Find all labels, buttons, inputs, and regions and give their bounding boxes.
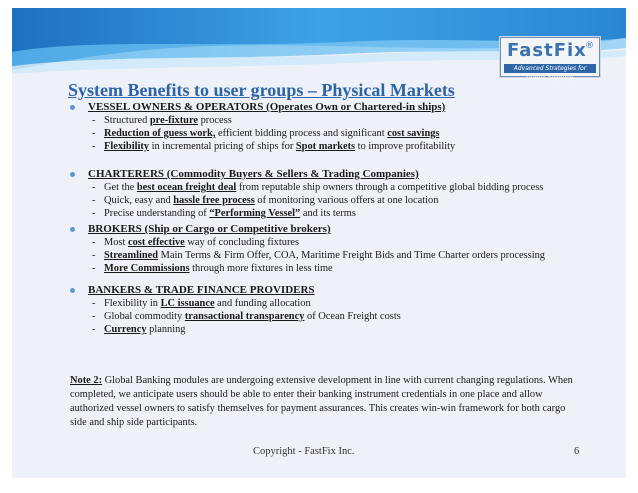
emphasis-text: Flexibility bbox=[104, 141, 150, 152]
benefit-text bbox=[92, 115, 232, 126]
plain-text: planning bbox=[146, 324, 186, 335]
benefit-section bbox=[70, 222, 545, 275]
section-heading bbox=[70, 100, 455, 114]
benefit-text bbox=[92, 324, 186, 335]
section-heading-text: BROKERS (Ship or Cargo or Competitive brokers) bbox=[88, 223, 331, 235]
section-heading bbox=[70, 167, 543, 181]
emphasis-text: pre-fixture bbox=[149, 115, 198, 126]
bullet-icon bbox=[70, 105, 75, 110]
emphasis-text: cost effective bbox=[127, 237, 185, 248]
plain-text: and its terms bbox=[300, 208, 356, 219]
plain-text: Structured bbox=[104, 115, 150, 126]
page-number: 6 bbox=[574, 446, 580, 457]
bullet-icon bbox=[70, 288, 75, 293]
emphasis-text: Spot markets bbox=[295, 141, 356, 152]
benefit-line bbox=[70, 207, 543, 220]
note-label: Note 2: bbox=[70, 375, 103, 386]
benefit-line bbox=[70, 262, 545, 275]
benefit-line bbox=[70, 236, 545, 249]
benefit-text bbox=[92, 141, 455, 152]
dash-marker: - bbox=[92, 324, 96, 335]
bullet-icon bbox=[70, 172, 75, 177]
emphasis-text: LC issuance bbox=[160, 298, 215, 309]
plain-text: Quick, easy and bbox=[104, 195, 174, 206]
section-heading-text: CHARTERERS (Commodity Buyers & Sellers & Trading Companies) bbox=[88, 168, 419, 180]
emphasis-text: hassle free process bbox=[173, 195, 255, 206]
plain-text: to improve profitability bbox=[355, 141, 456, 152]
plain-text: of Ocean Freight costs bbox=[304, 311, 401, 322]
footer-copyright: Copyright - FastFix Inc. bbox=[253, 446, 355, 457]
benefit-text bbox=[92, 311, 401, 322]
dash-marker: - bbox=[92, 250, 96, 261]
dash-marker: - bbox=[92, 237, 96, 248]
benefit-line bbox=[70, 297, 401, 310]
dash-marker: - bbox=[92, 141, 96, 152]
benefit-section bbox=[70, 167, 543, 220]
plain-text: Flexibility in bbox=[104, 298, 161, 309]
plain-text: efficient bidding process and significant bbox=[215, 128, 388, 139]
plain-text: Global commodity bbox=[104, 311, 185, 322]
benefit-text bbox=[92, 263, 333, 274]
benefit-line bbox=[70, 140, 455, 153]
benefit-text bbox=[92, 195, 438, 206]
emphasis-text: Reduction of guess work, bbox=[104, 128, 216, 139]
emphasis-text: best ocean freight deal bbox=[136, 182, 237, 193]
plain-text: in incremental pricing of ships for bbox=[149, 141, 296, 152]
benefit-text bbox=[92, 250, 545, 261]
plain-text: of monitoring various offers at one location bbox=[254, 195, 439, 206]
benefit-line bbox=[70, 310, 401, 323]
plain-text: Most bbox=[104, 237, 128, 248]
benefit-line bbox=[70, 194, 543, 207]
benefit-line bbox=[70, 181, 543, 194]
plain-text: Precise understanding of bbox=[104, 208, 210, 219]
benefit-line bbox=[70, 127, 455, 140]
logo-name: FastFix bbox=[507, 40, 587, 61]
benefit-text bbox=[92, 182, 543, 193]
note-block bbox=[70, 374, 580, 430]
plain-text: from reputable ship owners through a competitive global bidding process bbox=[236, 182, 544, 193]
section-heading bbox=[70, 222, 545, 236]
benefit-text bbox=[92, 298, 311, 309]
dash-marker: - bbox=[92, 298, 96, 309]
section-heading-text: BANKERS & TRADE FINANCE PROVIDERS bbox=[88, 284, 315, 296]
slide-title: System Benefits to user groups – Physical Markets bbox=[68, 80, 455, 100]
dash-marker: - bbox=[92, 208, 96, 219]
emphasis-text: Streamlined bbox=[104, 250, 159, 261]
plain-text: through more fixtures in less time bbox=[189, 263, 333, 274]
dash-marker: - bbox=[92, 195, 96, 206]
benefit-text bbox=[92, 128, 439, 139]
plain-text: Get the bbox=[104, 182, 137, 193]
plain-text: way of concluding fixtures bbox=[184, 237, 300, 248]
dash-marker: - bbox=[92, 311, 96, 322]
bullet-icon bbox=[70, 227, 75, 232]
emphasis-text: More Commissions bbox=[104, 263, 190, 274]
dash-marker: - bbox=[92, 263, 96, 274]
benefit-text bbox=[92, 208, 356, 219]
emphasis-text: “Performing Vessel” bbox=[209, 208, 301, 219]
plain-text: Main Terms & Firm Offer, COA, Maritime Freight Bids and Time Charter orders processing bbox=[158, 250, 546, 261]
note-text: Global Banking modules are undergoing extensive development in line with current changing regulations. When completed, we anticipate users should be able to enter their banking instrument credentials in one place and allow authorized vessel owners to satisfy themselves for payment assurances. This creates win-win framework for both cargo side and ship side participants. bbox=[70, 375, 573, 428]
dash-marker: - bbox=[92, 115, 96, 126]
emphasis-text: cost savings bbox=[387, 128, 440, 139]
dash-marker: - bbox=[92, 128, 96, 139]
emphasis-text: Currency bbox=[104, 324, 147, 335]
benefit-section bbox=[70, 283, 401, 336]
fastfix-logo bbox=[500, 37, 600, 81]
benefit-line bbox=[70, 323, 401, 336]
dash-marker: - bbox=[92, 182, 96, 193]
benefit-section bbox=[70, 100, 455, 153]
benefit-line bbox=[70, 249, 545, 262]
section-heading bbox=[70, 283, 401, 297]
benefit-line bbox=[70, 114, 455, 127]
emphasis-text: transactional transparency bbox=[184, 311, 305, 322]
plain-text: process bbox=[197, 115, 232, 126]
registered-mark: ® bbox=[585, 41, 594, 51]
plain-text: and funding allocation bbox=[214, 298, 311, 309]
section-heading-text: VESSEL OWNERS & OPERATORS (Operates Own or Chartered-in ships) bbox=[88, 101, 446, 113]
logo-tagline: Advanced Strategies for Global Shipping bbox=[504, 64, 596, 73]
benefit-text bbox=[92, 237, 299, 248]
